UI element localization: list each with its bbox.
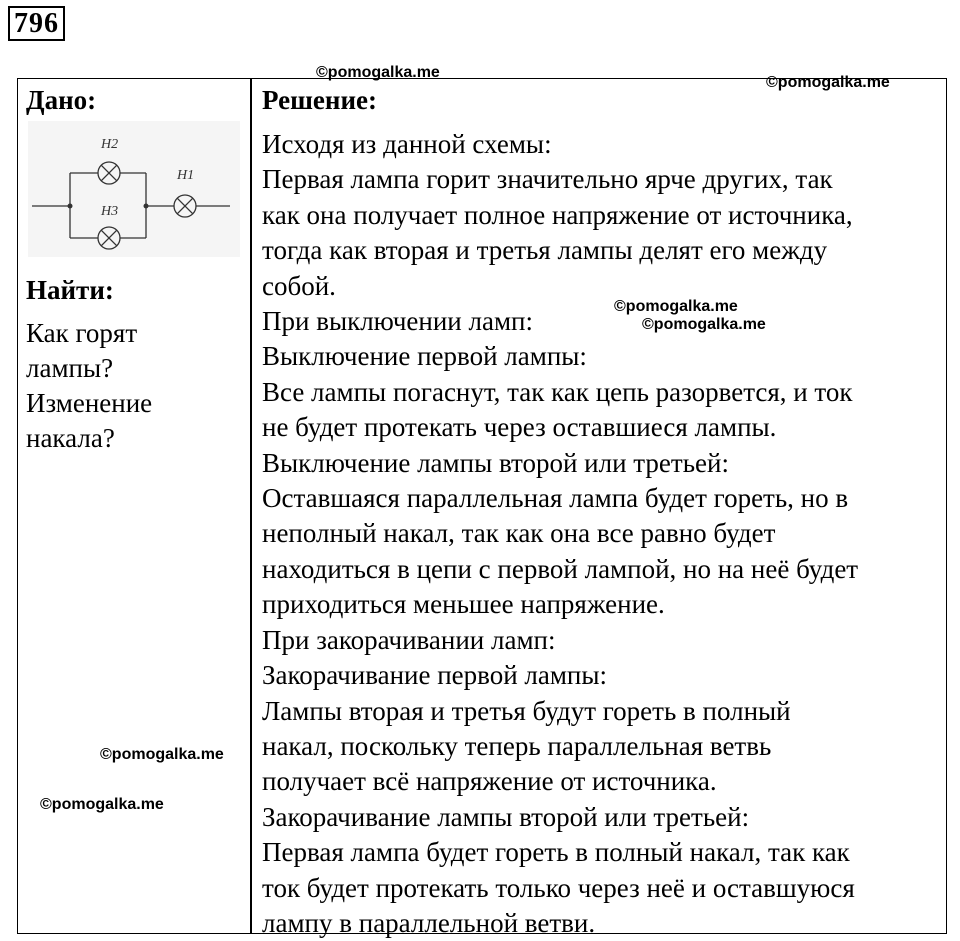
watermark: ©pomogalka.me <box>766 74 890 91</box>
solution-text <box>262 127 952 941</box>
solution-line: Выключение лампы второй или третьей: <box>262 447 729 478</box>
lamp-label-h1: H1 <box>177 168 195 183</box>
watermark: ©pomogalka.me <box>614 298 738 315</box>
solution-line: не будет протекать через оставшиеся лампы. <box>262 412 777 443</box>
solution-heading: Решение: <box>262 85 377 115</box>
solution-line: Закорачивание лампы второй или третьей: <box>262 801 750 832</box>
find-block <box>26 269 244 456</box>
find-line: накала? <box>26 423 115 453</box>
watermark: ©pomogalka.me <box>40 796 164 813</box>
circuit-diagram-icon <box>28 121 240 257</box>
solution-line: приходиться меньшее напряжение. <box>262 589 665 620</box>
solution-line: При выключении ламп: <box>262 306 533 337</box>
solution-line: накал, поскольку теперь параллельная ветвь <box>262 730 772 761</box>
solution-line: как она получает полное напряжение от источника, <box>262 199 853 230</box>
circuit-diagram <box>28 121 240 257</box>
solution-line: Выключение первой лампы: <box>262 341 587 372</box>
solution-line: Все лампы погаснут, так как цепь разорвется, и ток <box>262 376 853 407</box>
problem-number: 796 <box>8 6 65 41</box>
find-line: Изменение <box>26 388 153 418</box>
find-text <box>26 316 244 456</box>
solution-line: находиться в цепи с первой лампой, но на неё будет <box>262 553 859 584</box>
solution-line: Первая лампа горит значительно ярче других, так <box>262 164 833 195</box>
given-heading: Дано: <box>26 85 97 115</box>
watermark: ©pomogalka.me <box>316 64 440 81</box>
find-heading: Найти: <box>26 275 114 305</box>
watermark: ©pomogalka.me <box>100 746 224 763</box>
watermark: ©pomogalka.me <box>642 316 766 333</box>
lamp-label-h3: H3 <box>101 204 119 219</box>
solution-line: неполный накал, так как она все равно будет <box>262 518 776 549</box>
solution-line: Лампы вторая и третья будут гореть в полный <box>262 695 791 726</box>
solution-line: тогда как вторая и третья лампы делят его между <box>262 235 828 266</box>
solution-line: Исходя из данной схемы: <box>262 129 552 159</box>
lamp-label-h2: H2 <box>101 137 119 152</box>
solution-line: лампу в параллельной ветви. <box>262 907 596 938</box>
solution-line: Первая лампа будет гореть в полный накал, так как <box>262 837 850 868</box>
solution-line: ток будет протекать только через неё и оставшуюся <box>262 872 855 903</box>
solution-line: получает всё напряжение от источника. <box>262 766 717 797</box>
find-line: Как горят <box>26 318 138 348</box>
solution-line: собой. <box>262 270 336 301</box>
solution-line: Оставшаяся параллельная лампа будет гореть, но в <box>262 483 849 514</box>
find-line: лампы? <box>26 353 114 383</box>
solution-line: При закорачивании ламп: <box>262 624 556 655</box>
right-column <box>262 79 952 941</box>
column-divider <box>250 79 252 933</box>
solution-line: Закорачивание первой лампы: <box>262 660 608 691</box>
